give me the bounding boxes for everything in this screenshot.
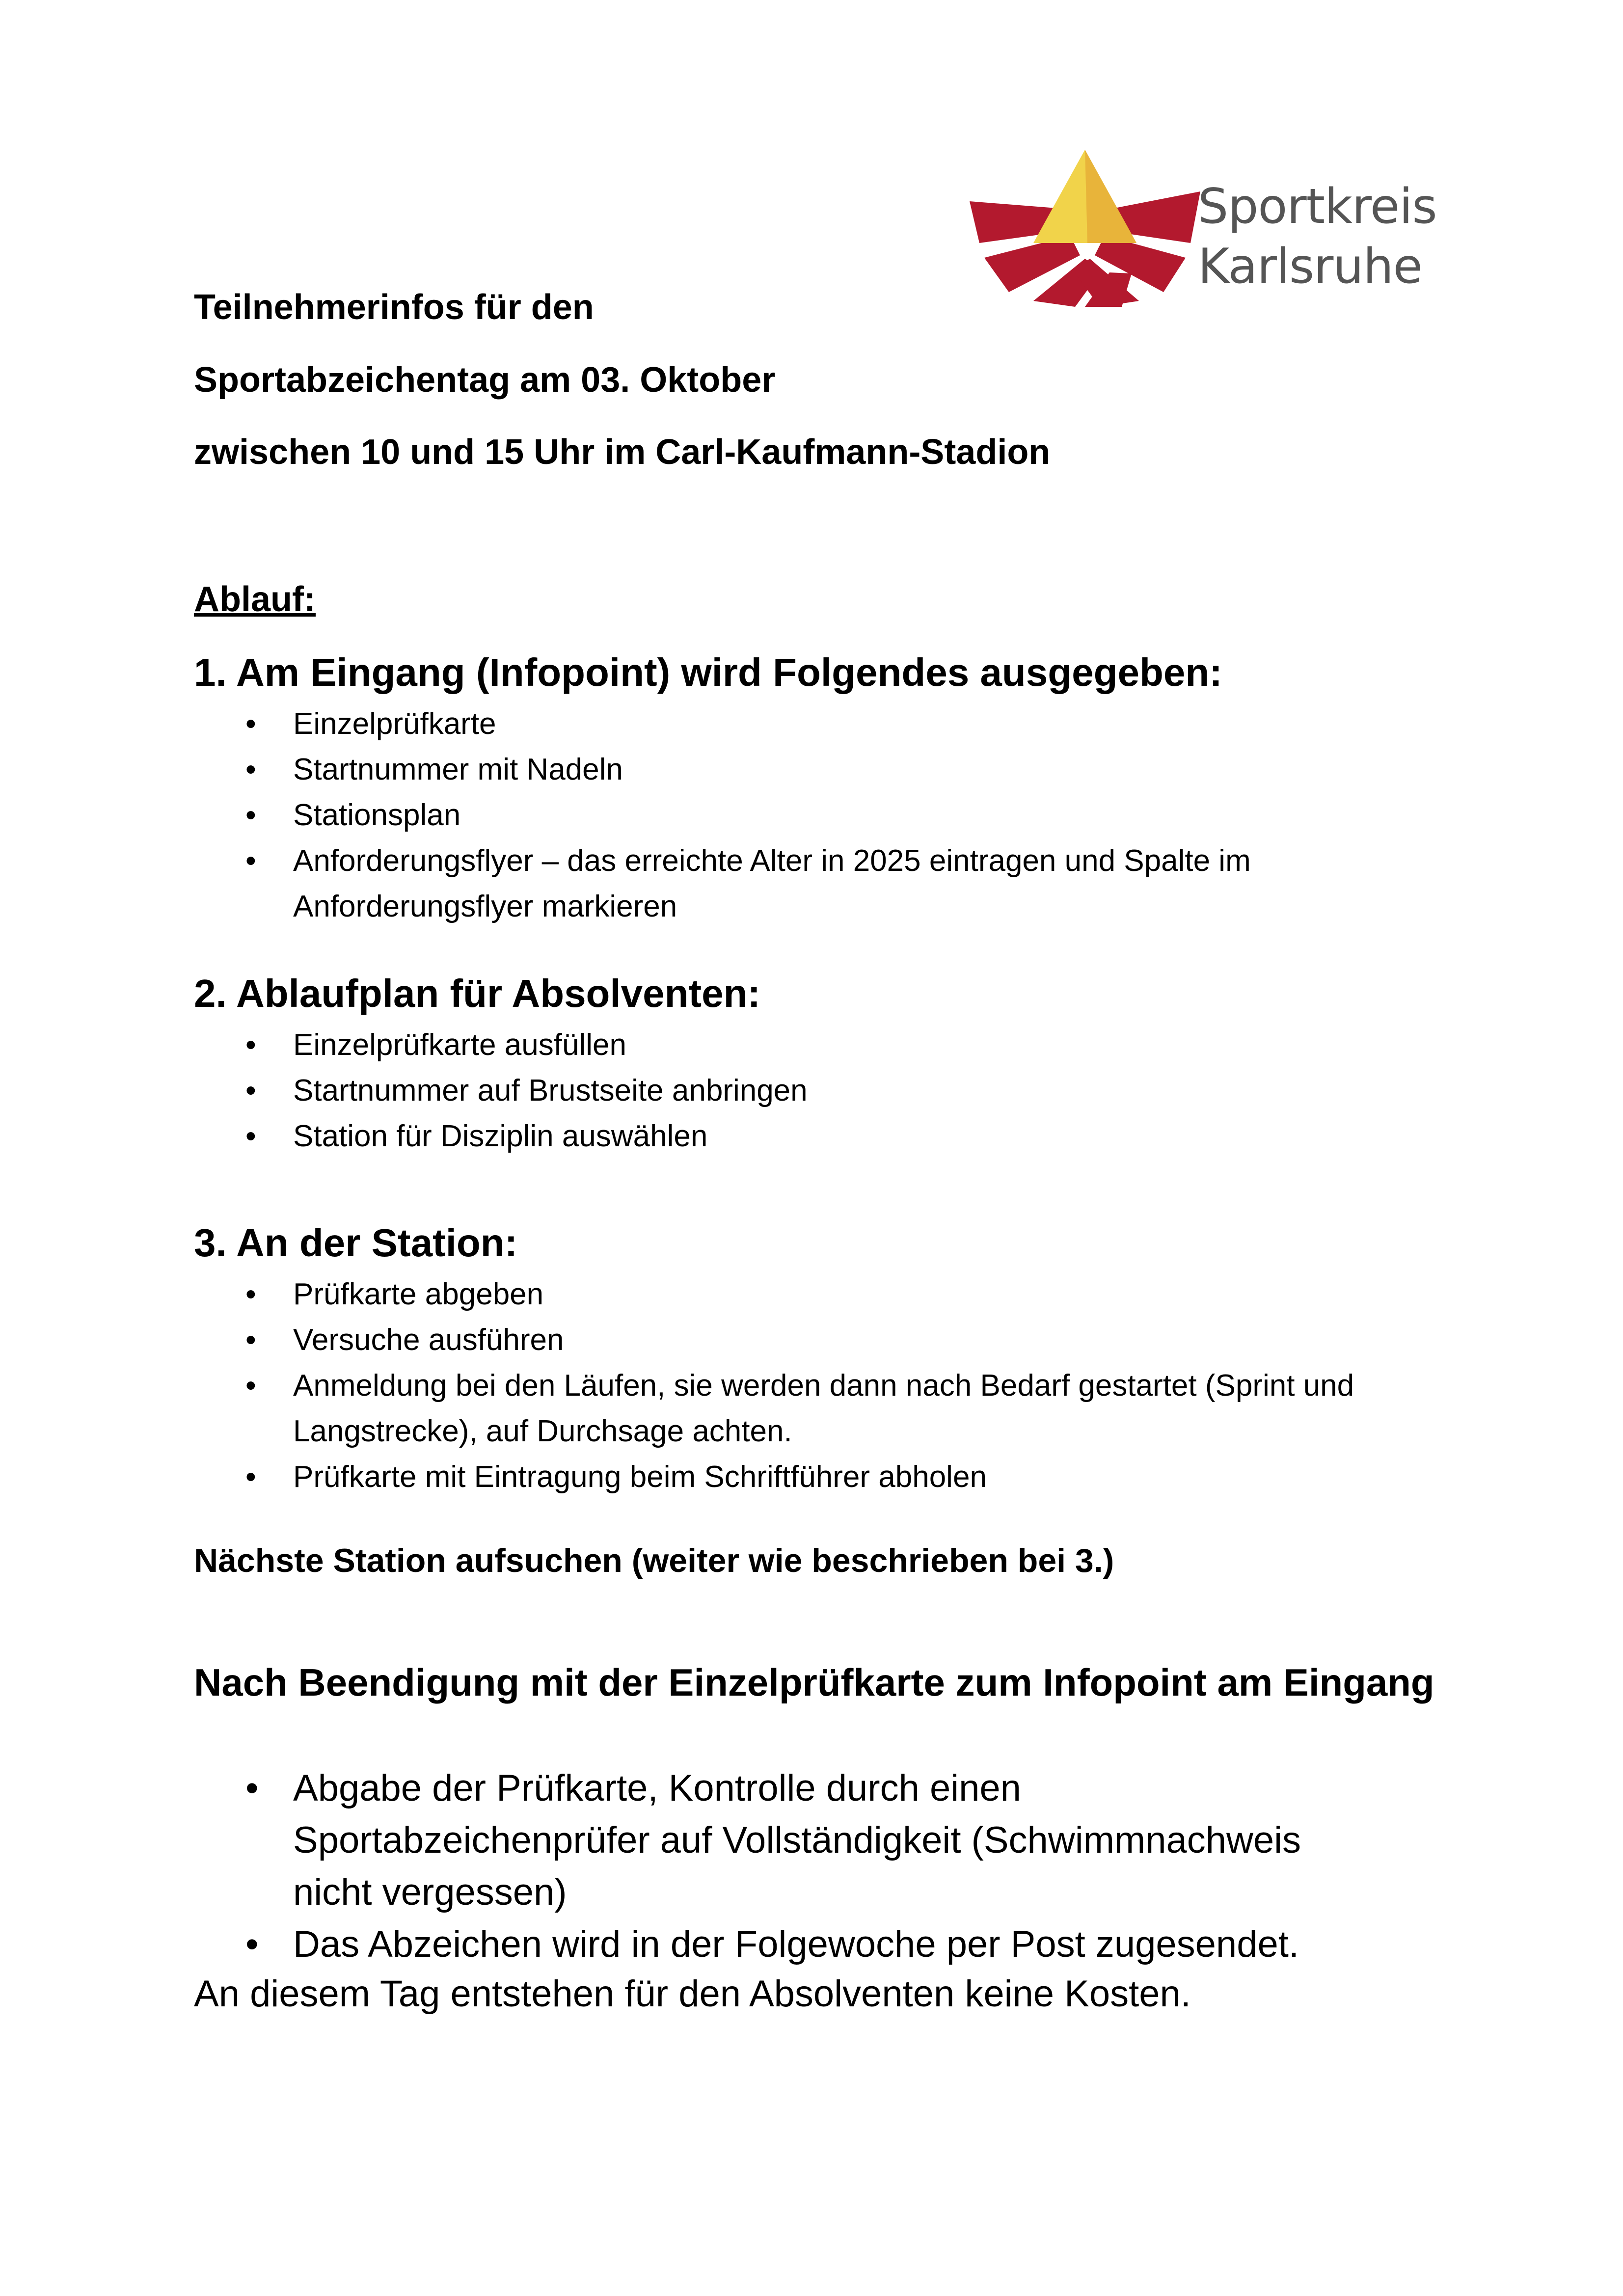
list-item: • Anforderungsflyer – das erreichte Alter in 2025 eintragen und Spalte im Anforderungsflyer markieren	[245, 838, 1375, 929]
closing-text: An diesem Tag entstehen für den Absolventen keine Kosten.	[194, 1973, 1191, 2015]
logo-text	[1198, 177, 1437, 297]
section-4-list	[245, 1762, 1375, 1971]
header-line-3: zwischen 10 und 15 Uhr im Carl-Kaufmann-Stadion	[194, 432, 1051, 472]
list-item: • Einzelprüfkarte	[245, 701, 1375, 747]
header-line-2: Sportabzeichentag am 03. Oktober	[194, 360, 776, 400]
list-item: • Anmeldung bei den Läufen, sie werden dann nach Bedarf gestartet (Sprint und Langstrecke), auf Durchsage achten.	[245, 1363, 1375, 1454]
list-item: • Einzelprüfkarte ausfüllen	[245, 1022, 1375, 1068]
list-item: • Abgabe der Prüfkarte, Kontrolle durch einen Sportabzeichenprüfer auf Vollständigkeit (Schwimmnachweis nicht vergessen)	[245, 1762, 1375, 1918]
section-3-title: 3. An der Station:	[194, 1221, 518, 1265]
list-item: • Startnummer auf Brustseite anbringen	[245, 1068, 1375, 1113]
list-item: • Stationsplan	[245, 792, 1375, 838]
logo-line-1: Sportkreis	[1198, 179, 1437, 235]
list-item: • Prüfkarte mit Eintragung beim Schriftführer abholen	[245, 1454, 1375, 1500]
list-item: • Versuche ausführen	[245, 1317, 1375, 1363]
list-item: • Prüfkarte abgeben	[245, 1271, 1375, 1317]
section-1-title: 1. Am Eingang (Infopoint) wird Folgendes ausgegeben:	[194, 650, 1222, 694]
next-station-note: Nächste Station aufsuchen (weiter wie beschrieben bei 3.)	[194, 1542, 1114, 1579]
list-item: • Startnummer mit Nadeln	[245, 747, 1375, 792]
logo-line-2: Karlsruhe	[1198, 239, 1422, 295]
header-line-1: Teilnehmerinfos für den	[194, 288, 594, 327]
section-4-title: Nach Beendigung mit der Einzelprüfkarte zum Infopoint am Eingang	[194, 1661, 1434, 1704]
section-1-list	[245, 701, 1375, 929]
list-item: • Das Abzeichen wird in der Folgewoche per Post zugesendet.	[245, 1918, 1375, 1971]
section-3-list	[245, 1271, 1375, 1500]
section-2-list	[245, 1022, 1375, 1159]
list-item: • Station für Disziplin auswählen	[245, 1113, 1375, 1159]
section-2-title: 2. Ablaufplan für Absolventen:	[194, 972, 761, 1015]
ablauf-heading: Ablauf:	[194, 580, 316, 619]
